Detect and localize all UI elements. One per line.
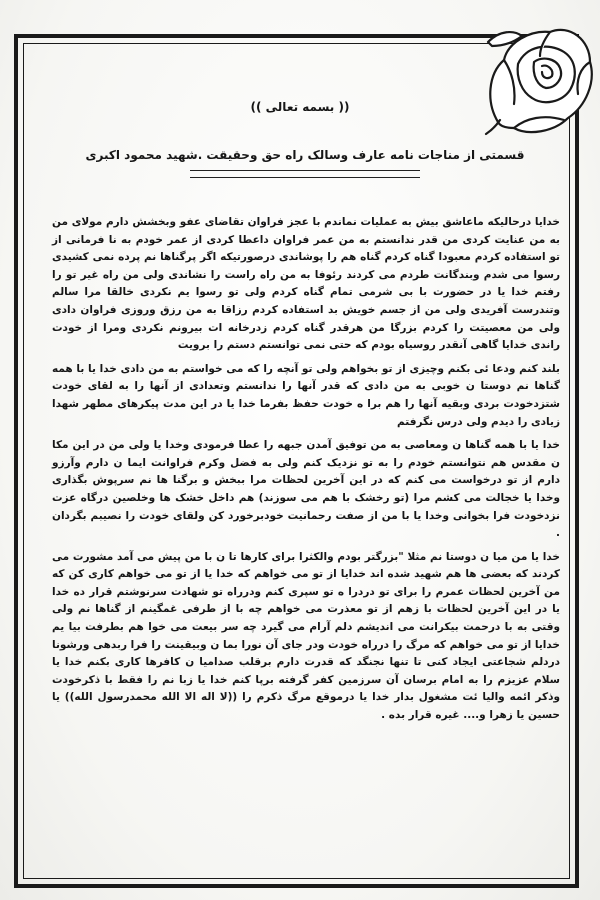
document-subtitle: قسمتی از مناجات نامه عارف وسالک راه حق وحقیقت .شهید محمود اکبری — [85, 148, 525, 162]
body-paragraph: بلند کنم ودعا ئی بکنم وچیزی از تو بخواهم ولی تو آنچه را که می خواستم به من دادی خدا یا با همه گناها نم دوستا ن خوبی به من دادی که قدر آنها را ندانستم وتعدادی از آنها را به لقای خودت شتزدخودت بردی وبقیه آنها را هم برا ه خودت حفظ بفرما خدا یا در این مدت پیکرهای مطهر شهدا زیادی را دیدم ولی درس نگرفتم — [52, 362, 560, 428]
document-body — [52, 214, 560, 731]
body-paragraph: خدایا درحالیکه ماعاشق بیش به عملیات نماندم با عجز فراوان تقاضای عفو وبخشش دارم مولای من به من عنایت کردی من قدر ندانستم به من عمر فراوان داعطا کردی از عمر خودم به نا فرمانی از تو استفاده کردم معبودا گناه کردم گناه هم را پوشاندی درصورتیکه اگر پرگناها نم پرده نمی کشیدی رسوا می شدم وبندگانت طردم می کردند رئوفا به من راه راست را نشاندی ولی من راه غیر تو را رفتم خدا یا در حضورت با بی شرمی تمام گناه کردم ولی تو رسوا یم نکردی خالقا مرا سالم وتندرست آفریدی ولی من از جسم خویش بد استفاده کردم رزاقا به من رزق وروزی فراوان دادی ولی من معصیتت را کردم بزرگا من هرقدر گناه کردم زدرخانه ات بیرونم نکردی ومرا از خودت راندی خدایا گاهی آنقدر روسیاه بودم که حتی نمی توانستم دستم را برویت — [52, 216, 560, 352]
document-heading: (( بسمه تعالی )) — [250, 100, 350, 114]
body-paragraph: خدا یا من میا ن دوستا نم مثلا "بزرگتر بودم والکثرا برای کارها تا ن با من پیش می آمد مشورت می کردند که بعضی ها هم شهید شده اند خدایا از تو می خواهم که خدا یا از تو می خواهم کاری کن که من آخرین لحظات عمرم را برای تو دردرا ه تو سپری کنم ودرراه تو شهادت سرنوشتم قرار ده خدا یا در این آخرین لحظات با زهم از تو معذرت می خواهم چه با از طرفی غمگینم از گناها نم ولی وقتی به با درحمت بیکرانت می اندیشم دلم آرام می گیرد چه سر بیعت می خوا هم بطرفت بیا یم خدایا از تو می خواهم که مرگ را درراه خودت ودر جای آن نورا بما ن وبیقینت را فرا ربدهی ورشونا دردلم شجاعتی ایجاد کنی تا تنها نجنگد که قدرت دارم برقلب صدامیا ن کافرها کاری بکنم خدا یا سلام عزیزم را به امام برسان آن سرزمین کفر گرفته برپا کنم خدا یا زبا نم را فقط با ذکرخودت وذکر ائمه والیا ئت مشغول بدار خدا یا درموقع مرگ ذکرم را ((لا اله الا الله محمدرسول الله)) یا حسین یا زهرا و.... غیره قرار بده . — [52, 550, 560, 722]
body-paragraph: خدا یا با همه گناها ن ومعاصی به من توفیق آمدن جبهه را عطا فرمودی وخدا یا ولی من در این مکا ن مقدس هم نتوانستم خودم را به تو نزدیک کنم ولی به فضل وکرم فراوانت ایما ن دارم وآرزو دارم از تو درخواست می کنم که در این آخرین لحظات مرا ببخش و برگنا ها نم سرپوش بگذاری وخدا یا خجالت می کشم مرا (تو رخشک با هم می سوزند) هم داخل خشک ها وخلصین درگاه عزت نزدخودت فرا بخوانی وخدا یا با من از صفت رحمانیت خودبرخورد کن ولقای خودت را نصیبم بگردان . — [52, 439, 560, 540]
subtitle-double-underline — [190, 170, 420, 178]
rose-ornament-icon — [478, 2, 598, 140]
